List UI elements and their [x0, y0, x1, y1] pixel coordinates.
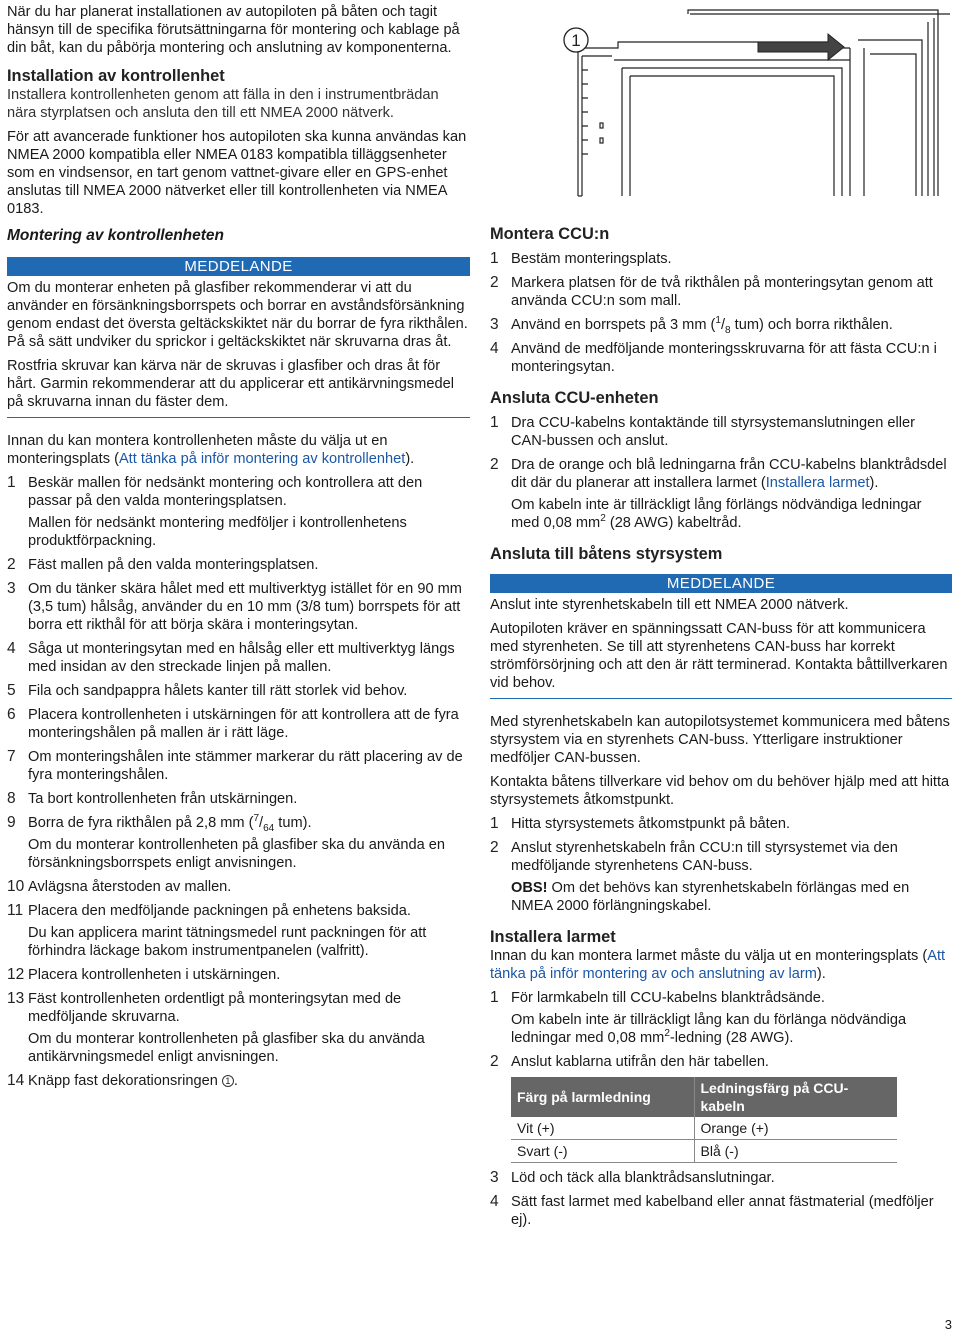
table-cell: Svart (-)	[511, 1140, 694, 1163]
step-text: Använd de medföljande monteringsskruvarna för att fästa CCU:n i monteringsytan.	[511, 341, 937, 375]
connect-heading: Ansluta CCU-enheten	[490, 389, 659, 407]
table-row	[511, 1140, 897, 1163]
step-text: Löd och täck alla blanktrådsanslutningar.	[511, 1170, 775, 1186]
step-number: 5	[7, 682, 16, 699]
step-text: Anslut styrenhetskabeln från CCU:n till styrsystemet via den medföljande styrenhetens CAN-buss.	[511, 840, 898, 874]
step-text: Fäst kontrollenheten ordentligt på monteringsytan med de medföljande skruvarna.	[28, 991, 402, 1025]
step-number: 1	[490, 250, 499, 267]
alarm-heading: Installera larmet	[490, 928, 616, 946]
before-text: ).	[405, 451, 415, 467]
step-text: Beskär mallen för nedsänkt montering och kontrollera att den passar på den valda monteringsplatsen.	[28, 475, 423, 509]
step-text: Placera den medföljande packningen på enhetens baksida.	[28, 903, 411, 919]
callout-1-icon: 1	[222, 1075, 234, 1087]
step-number: 2	[490, 839, 499, 856]
step-number: 12	[7, 966, 25, 983]
step-number: 1	[490, 989, 499, 1006]
fraction-numerator: 7	[253, 813, 260, 825]
notice-paragraph: Om du monterar enheten på glasfiber rekommenderar vi att du använder en försänkningsborrspets och borrar en avståndsförsänkning genom endast det översta geltäckskiktet när du borrar de fyra rikthålen. På så sätt undviker du sprickor i geltäckskiktet när skruvarna dras åt.	[7, 280, 468, 350]
notice-banner: MEDDELANDE	[490, 574, 952, 593]
step-text: Dra CCU-kabelns kontaktände till styrsystemanslutningen eller CAN-bussen och anslut.	[511, 415, 915, 449]
step-text: Såga ut monteringsytan med en hålsåg eller ett multiverktyg längs med insidan av den streckade linjen på mallen.	[28, 641, 455, 675]
step-number: 8	[7, 790, 16, 807]
connect-steps-list	[490, 414, 952, 532]
step-number: 1	[7, 474, 16, 491]
notice-box	[7, 279, 470, 418]
alarm-paragraph	[490, 947, 952, 983]
table-header: Ledningsfärg på CCU-kabeln	[694, 1077, 897, 1117]
steer-paragraph: Kontakta båtens tillverkare vid behov om du behöver hjälp med att hitta styrsystemets åtkomstpunkt.	[490, 774, 950, 808]
left-column	[7, 0, 470, 1090]
step-number: 2	[7, 556, 16, 573]
step-text: Dra de orange och blå ledningarna från CCU-kabelns blanktrådsdel dit där du planerar att installera larmet (Installera larmet).	[511, 457, 947, 491]
notice-banner: MEDDELANDE	[7, 257, 470, 276]
list-item	[490, 815, 952, 833]
wire-color-table	[511, 1077, 897, 1163]
step-number: 3	[7, 580, 16, 597]
step-note: Om du monterar kontrollenheten på glasfiber ska du använda antikärvningsmedel enligt anvisningen.	[28, 1031, 425, 1065]
list-item	[7, 556, 470, 574]
before-text: Innan du kan montera kontrollenheten måste du välja ut en monteringsplats (	[7, 433, 388, 467]
link-install-alarm[interactable]: Installera larmet	[765, 475, 870, 491]
alarm-steps-list	[490, 989, 952, 1071]
steer-steps-list	[490, 815, 952, 915]
list-item	[7, 682, 470, 700]
step-text: För larmkabeln till CCU-kabelns blanktrådsände.	[511, 990, 825, 1006]
advanced-paragraph: För att avancerade funktioner hos autopiloten ska kunna användas kan NMEA 2000 kompatibla eller NMEA 0183 kompatibla tilläggsenheter som en vindsensor, en tart genom vattnet-givare eller en GPS-enhet anslutas till NMEA 2000 nätverket eller till kontrollenheten via NMEA 0183.	[7, 129, 467, 217]
steer-heading: Ansluta till båtens styrsystem	[490, 545, 723, 563]
figure-callout-1: 1	[571, 31, 581, 50]
list-item	[490, 1169, 952, 1187]
step-text: Placera kontrollenheten i utskärningen för att kontrollera att de fyra monteringshålen på mallen är i rätt läge.	[28, 707, 459, 741]
install-paragraph: Installera kontrollenheten genom att fälla in den i instrumentbrädan nära styrplatsen och ansluta den till ett NMEA 2000 nätverk.	[7, 87, 439, 121]
step-text: Avlägsna återstoden av mallen.	[28, 879, 232, 895]
step-number: 11	[7, 902, 24, 919]
page-number: 3	[944, 1317, 952, 1332]
step-note: Om du monterar kontrollenheten på glasfiber ska du använda en försänkningsborrspets enligt anvisningen.	[28, 837, 445, 871]
list-item	[7, 902, 470, 960]
step-note: Du kan applicera marint tätningsmedel runt packningen för att förhindra läckage bakom instrumentpanelen (valfritt).	[28, 925, 427, 959]
step-number: 2	[490, 456, 499, 473]
table-header-row	[511, 1077, 897, 1117]
step-text: Anslut kablarna utifrån den här tabellen.	[511, 1054, 769, 1070]
list-item	[7, 640, 470, 676]
step-text: Använd en borrspets på 3 mm ($^1/_8$ tum) och borra rikthålen.	[511, 315, 893, 336]
superscript: 2	[600, 513, 606, 525]
link-alarm-considerations[interactable]: Att tänka på inför montering av och anslutning av larm	[490, 948, 946, 982]
list-item	[7, 990, 470, 1066]
list-item	[490, 1193, 952, 1229]
superscript: 2	[664, 1028, 670, 1040]
step-number: 4	[490, 1193, 499, 1210]
steer-paragraph: Med styrenhetskabeln kan autopilotsystemet kommunicera med båtens styrsystem via en styrenhets CAN-buss. Ytterligare instruktioner medföljer CAN-bussen.	[490, 714, 950, 766]
mount-heading: Montering av kontrollenheten	[7, 227, 225, 244]
step-text: Fäst mallen på den valda monteringsplatsen.	[28, 557, 319, 573]
step-number: 1	[490, 414, 499, 431]
notice-paragraph: Autopiloten kräver en spänningssatt CAN-buss för att kommunicera med styrenheten. Se till att styrenhetens CAN-buss har korrekt strömförsörjning och att den är rätt terminerad. Kontakta båttillverkaren vid behov.	[490, 621, 948, 691]
intro-paragraph: När du har planerat installationen av autopiloten på båten och tagit hänsyn till de specifika förutsättningarna för montering och kablage på din båt, kan du påbörja montering och anslutning av komponenterna.	[7, 4, 460, 56]
notice-box	[490, 596, 952, 699]
step-note: Mallen för nedsänkt montering medföljer i kontrollenhetens produktförpackning.	[28, 515, 407, 549]
step-number: 14	[7, 1072, 25, 1089]
table-row	[511, 1117, 897, 1140]
fraction-numerator: 1	[715, 315, 721, 327]
step-text: Fila och sandpappra hålets kanter till rätt storlek vid behov.	[28, 683, 408, 699]
step-text: Bestäm monteringsplats.	[511, 251, 672, 267]
step-text: Placera kontrollenheten i utskärningen.	[28, 967, 281, 983]
fraction-denominator: 8	[725, 324, 731, 336]
notice-paragraph: Anslut inte styrenhetskabeln till ett NMEA 2000 nätverk.	[490, 597, 849, 613]
decor-ring-illustration	[571, 0, 950, 210]
step-text: Markera platsen för de två rikthålen på monteringsytan genom att använda CCU:n som mall.	[511, 275, 933, 309]
step-number: 4	[490, 340, 499, 357]
list-item	[490, 456, 952, 532]
alarm-text: ).	[816, 966, 826, 982]
list-item	[7, 790, 470, 808]
list-item	[490, 1053, 952, 1071]
list-item	[490, 989, 952, 1047]
notice-paragraph: Rostfria skruvar kan kärva när de skruvas i glasfiber och dras åt för hårt. Garmin rekommenderar att du applicerar ett antikärvningsmedel på skruvarna innan du fäster dem.	[7, 358, 454, 410]
step-number: 2	[490, 274, 499, 291]
list-item	[7, 1072, 470, 1090]
step-text: Om du tänker skära hålet med ett multiverktyg istället för en 90 mm (3,5 tum) hålsåg, använder du en 10 mm (3/8 tum) borrspets för att borra ett rikthål för att börja skära i monteringsytan.	[28, 581, 462, 633]
step-number: 13	[7, 990, 25, 1007]
step-text: Borra de fyra rikthålen på 2,8 mm ($^7/_{64}$ tum).	[28, 813, 312, 834]
list-item	[490, 274, 952, 310]
mount-steps-list	[7, 474, 470, 1090]
table-cell: Vit (+)	[511, 1117, 694, 1140]
table-cell: Orange (+)	[694, 1117, 897, 1140]
list-item	[490, 340, 952, 376]
step-note: Om kabeln inte är tillräckligt lång förlängs nödvändiga ledningar med 0,08 $mm^2$ (28 AWG) kabeltråd.	[511, 497, 922, 531]
step-note: OBS! Om det behövs kan styrenhetskabeln förlängas med en NMEA 2000 förlängningskabel.	[511, 880, 910, 914]
alarm-steps-list	[490, 1169, 952, 1229]
right-column	[490, 0, 952, 1229]
step-note: Om kabeln inte är tillräckligt lång kan du förlänga nödvändiga ledningar med 0,08 $mm^2$-ledning (28 AWG).	[511, 1012, 907, 1046]
step-text: Sätt fast larmet med kabelband eller annat fästmaterial (medföljer ej).	[511, 1194, 934, 1228]
step-text: Knäpp fast dekorationsringen 1 .	[28, 1073, 238, 1089]
step-text: Om monteringshålen inte stämmer markerar du rätt placering av de fyra monteringshålen.	[28, 749, 463, 783]
list-item	[7, 474, 470, 550]
list-item	[490, 414, 952, 450]
list-item	[7, 966, 470, 984]
step-number: 9	[7, 814, 16, 831]
list-item	[7, 580, 470, 634]
install-heading: Installation av kontrollenhet	[7, 67, 225, 85]
obs-label: OBS!	[511, 880, 548, 896]
mounting-figure	[490, 0, 952, 210]
list-item	[7, 748, 470, 784]
before-paragraph	[7, 432, 470, 468]
ccu-heading: Montera CCU:n	[490, 225, 610, 243]
table-cell: Blå (-)	[694, 1140, 897, 1163]
list-item	[7, 706, 470, 742]
step-number: 2	[490, 1053, 499, 1070]
ccu-steps-list	[490, 250, 952, 376]
step-text: Ta bort kontrollenheten från utskärningen.	[28, 791, 298, 807]
step-number: 3	[490, 1169, 499, 1186]
list-item	[7, 878, 470, 896]
table-header: Färg på larmledning	[511, 1077, 694, 1117]
link-mount-considerations[interactable]: Att tänka på inför montering av kontrollenhet	[118, 451, 406, 467]
step-number: 6	[7, 706, 16, 723]
alarm-text: Innan du kan montera larmet måste du välja ut en monteringsplats (	[490, 948, 928, 964]
step-number: 4	[7, 640, 16, 657]
step-number: 3	[490, 316, 499, 333]
fraction-denominator: 64	[263, 822, 275, 834]
step-number: 1	[490, 815, 499, 832]
list-item	[490, 250, 952, 268]
step-text: Hitta styrsystemets åtkomstpunkt på båten.	[511, 816, 791, 832]
step-number: 10	[7, 878, 25, 895]
step-number: 7	[7, 748, 16, 765]
list-item	[490, 316, 952, 334]
list-item	[490, 839, 952, 915]
list-item	[7, 814, 470, 872]
